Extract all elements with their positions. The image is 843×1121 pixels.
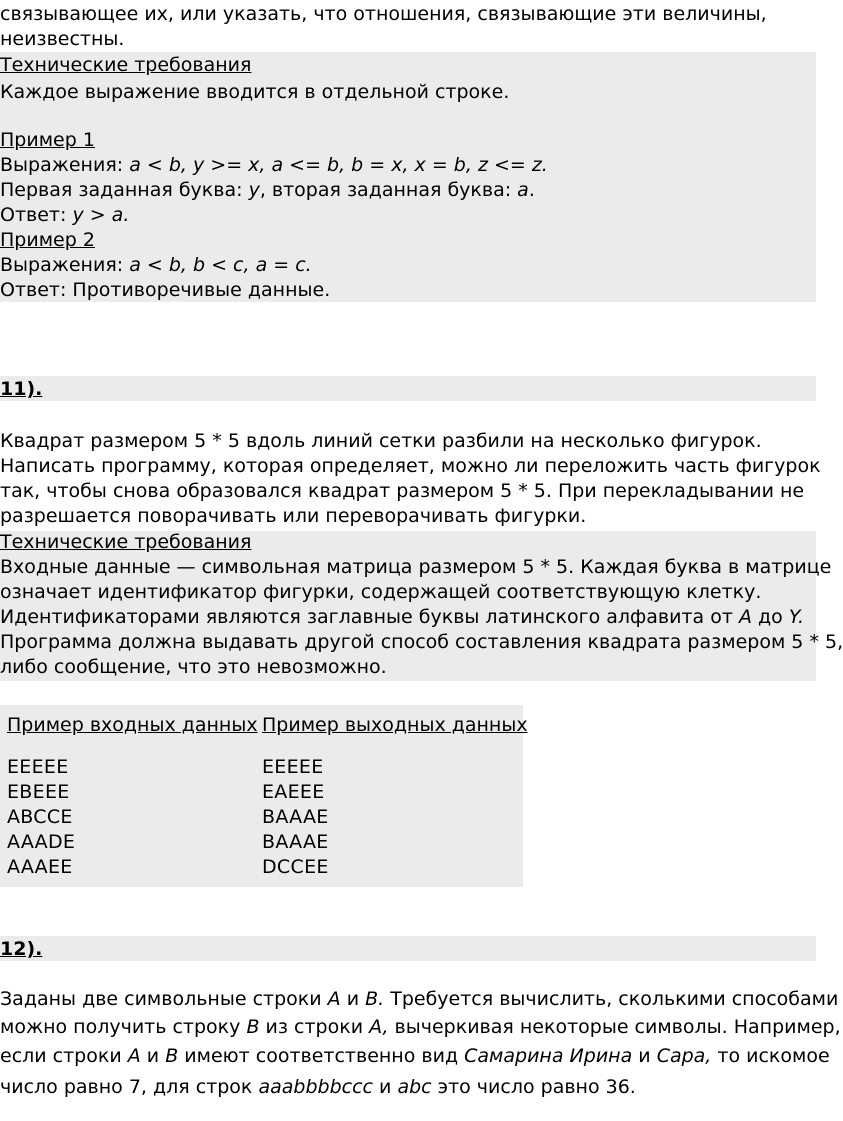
text: имеют соответственно вид	[184, 1045, 459, 1067]
output-row: EAEEE	[262, 781, 325, 803]
first-letter-label: Первая заданная буква:	[0, 179, 243, 201]
text: то искомое	[717, 1045, 830, 1067]
text: и	[638, 1045, 651, 1067]
text: можно получить строку	[0, 1016, 241, 1038]
text: Идентификаторами являются заглавные буквы латинского алфавита от	[0, 606, 733, 628]
task11-tech-heading: Технические требования	[0, 531, 252, 553]
text: это число равно 36.	[437, 1076, 636, 1098]
letter-a: A	[738, 606, 752, 628]
period: .	[528, 179, 535, 201]
var-a: A	[327, 988, 341, 1010]
task12-line-1	[0, 987, 838, 1012]
answer-value: y > a.	[72, 204, 130, 226]
task11-number-background	[0, 376, 816, 401]
task11-tech-line-3	[0, 605, 804, 630]
var-a: A	[127, 1045, 141, 1067]
output-row: BAAAE	[262, 806, 329, 828]
expressions-label: Выражения:	[0, 254, 124, 276]
input-row: ABCCE	[7, 806, 73, 828]
example-string: Сара,	[656, 1045, 712, 1067]
task12-line-3	[0, 1044, 830, 1069]
letter-y: Y.	[788, 606, 805, 628]
task11-tech-line-5: либо сообщение, что это невозможно.	[0, 656, 387, 678]
expressions-value: a < b, b < c, a = c.	[129, 254, 312, 276]
task11-paragraph-line-4: разрешается поворачивать или переворачивать фигурки.	[0, 505, 587, 527]
task10-example1-letters	[0, 178, 535, 203]
var-a: A,	[369, 1016, 389, 1038]
input-row: EBEEE	[7, 781, 70, 803]
task11-paragraph-line-2: Написать программу, которая определяет, можно ли переложить часть фигурок	[0, 455, 821, 477]
task10-tech-heading: Технические требования	[0, 54, 252, 76]
example-string: abc	[397, 1076, 432, 1098]
output-row: DCCEE	[262, 856, 329, 878]
task12-line-4	[0, 1075, 636, 1100]
task10-example1-answer	[0, 203, 129, 228]
intro-line-1: связывающее их, или указать, что отношения, связывающие эти величины,	[0, 3, 767, 25]
var-b: B	[246, 1016, 260, 1038]
task10-example1-heading: Пример 1	[0, 129, 95, 151]
task10-example2-heading: Пример 2	[0, 229, 95, 251]
first-letter-value: y	[248, 179, 260, 201]
task10-example1-expressions	[0, 153, 548, 178]
text: до	[758, 606, 783, 628]
var-b: B	[165, 1045, 179, 1067]
input-example-heading: Пример входных данных	[7, 714, 258, 736]
expressions-value: a < b, y >= x, a <= b, b = x, x = b, z <= z.	[129, 154, 548, 176]
text: вычеркивая некоторые символы. Например,	[394, 1016, 841, 1038]
text: и	[146, 1045, 160, 1067]
task12-number-background	[0, 936, 816, 961]
text: Заданы две символьные строки	[0, 988, 322, 1010]
task11-paragraph-line-3: так, чтобы снова образовался квадрат размером 5 * 5. При перекладывании не	[0, 480, 805, 502]
output-row: EEEEE	[262, 756, 324, 778]
task11-paragraph-line-1: Квадрат размером 5 * 5 вдоль линий сетки разбили на несколько фигурок.	[0, 430, 762, 452]
text: и	[379, 1076, 392, 1098]
input-row: EEEEE	[7, 756, 69, 778]
text: Требуется вычислить, сколькими способами	[390, 988, 839, 1010]
task10-tech-text: Каждое выражение вводится в отдельной строке.	[0, 81, 510, 103]
text: если строки	[0, 1045, 122, 1067]
text: и	[346, 988, 360, 1010]
task11-tech-line-2: означает идентификатор фигурки, содержащей соответствующую клетку.	[0, 581, 762, 603]
output-row: BAAAE	[262, 831, 329, 853]
var-b: B.	[365, 988, 385, 1010]
text: число равно 7, для строк	[0, 1076, 253, 1098]
output-example-heading: Пример выходных данных	[262, 714, 528, 736]
text: из строки	[265, 1016, 364, 1038]
task10-example2-answer: Ответ: Противоречивые данные.	[0, 279, 331, 301]
task12-number: 12).	[0, 938, 43, 960]
input-row: AAADE	[7, 831, 76, 853]
task11-tech-line-1: Входные данные — символьная матрица размером 5 * 5. Каждая буква в матрице	[0, 556, 832, 578]
second-letter-value: a	[517, 179, 529, 201]
example-string: Самарина Ирина	[464, 1045, 633, 1067]
answer-label: Ответ:	[0, 204, 67, 226]
task10-example2-expressions	[0, 253, 312, 278]
task11-tech-line-4: Программа должна выдавать другой способ составления квадрата размером 5 * 5,	[0, 631, 843, 653]
expressions-label: Выражения:	[0, 154, 124, 176]
example-string: aaabbbbccc	[258, 1076, 373, 1098]
task11-number: 11).	[0, 378, 43, 400]
intro-line-2: неизвестны.	[0, 28, 125, 50]
second-letter-label: , вторая заданная буква:	[259, 179, 512, 201]
input-row: AAAEE	[7, 856, 73, 878]
task12-line-2	[0, 1015, 841, 1040]
